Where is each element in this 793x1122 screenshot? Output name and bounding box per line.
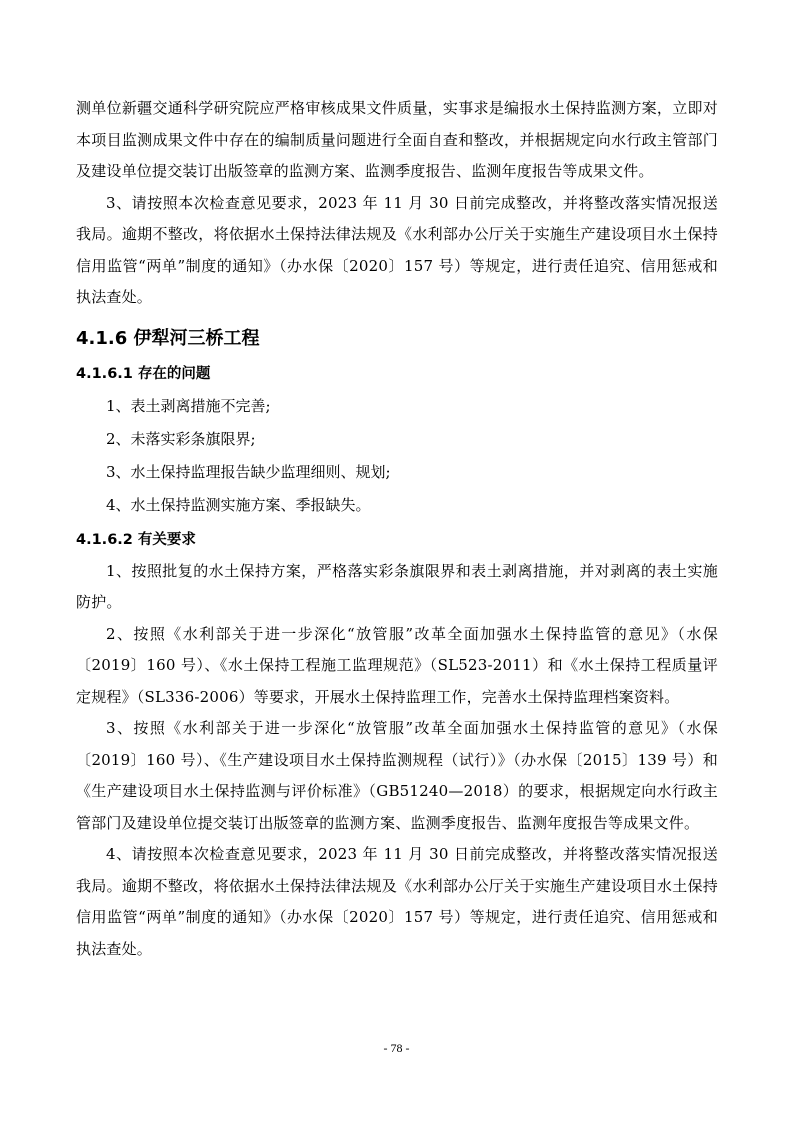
requirement-paragraph-3: 3、按照《水利部关于进一步深化“放管服”改革全面加强水土保持监管的意见》（水保〔2019〕160 号）、《生产建设项目水土保持监测规程（试行）》（办水保〔2015〕139 号）和《生产建设项目水土保持监测与评价标准》（GB51240—2018）的要求，根据规定向水行政主管部门及建设单位提交装订出版签章的监测方案、监测季度报告、监测年度报告等成果文件。 bbox=[76, 719, 718, 832]
continued-paragraph: 测单位新疆交通科学研究院应严格审核成果文件质量，实事求是编报水土保持监测方案，立即对本项目监测成果文件中存在的编制质量问题进行全面自查和整改，并根据规定向水行政主管部门及建设单位提交装订出版签章的监测方案、监测季度报告、监测年度报告等成果文件。 bbox=[76, 99, 718, 180]
problems-heading: 4.1.6.1 存在的问题 bbox=[76, 365, 211, 382]
requirement-paragraph-2: 2、按照《水利部关于进一步深化“放管服”改革全面加强水土保持监管的意见》（水保〔2019〕160 号）、《水土保持工程施工监理规范》（SL523-2011）和《水土保持工程质量评定规程》（SL336-2006）等要求，开展水土保持监理工作，完善水土保持监理档案资料。 bbox=[76, 624, 718, 706]
requirement-paragraph-4: 4、请按照本次检查意见要求，2023 年 11 月 30 日前完成整改，并将整改落实情况报送我局。逾期不整改，将依据水土保持法律法规及《水利部办公厅关于实施生产建设项目水土保持信用监管“两单”制度的通知》（办水保〔2020〕157 号）等规定，进行责任追究、信用惩戒和执法查处。 bbox=[76, 845, 718, 958]
problem-item-1: 1、表土剥离措施不完善; bbox=[106, 396, 271, 415]
requirements-heading: 4.1.6.2 有关要求 bbox=[76, 531, 196, 548]
page-number: - 78 - bbox=[383, 1041, 410, 1055]
requirement-paragraph-1: 1、按照批复的水土保持方案，严格落实彩条旗限界和表土剥离措施，并对剥离的表土实施防护。 bbox=[76, 561, 718, 611]
problem-item-2: 2、未落实彩条旗限界; bbox=[106, 429, 256, 448]
problem-item-3: 3、水土保持监理报告缺少监理细则、规划; bbox=[106, 462, 391, 481]
problem-item-4: 4、水土保持监测实施方案、季报缺失。 bbox=[106, 495, 371, 514]
deadline-paragraph-prev: 3、请按照本次检查意见要求，2023 年 11 月 30 日前完成整改，并将整改落实情况报送我局。逾期不整改，将依据水土保持法律法规及《水利部办公厅关于实施生产建设项目水土保持信用监管“两单”制度的通知》（办水保〔2020〕157 号）等规定，进行责任追究、信用惩戒和执法查处。 bbox=[76, 193, 718, 306]
page-content bbox=[76, 93, 718, 965]
section-heading: 4.1.6 伊犁河三桥工程 bbox=[76, 327, 260, 349]
